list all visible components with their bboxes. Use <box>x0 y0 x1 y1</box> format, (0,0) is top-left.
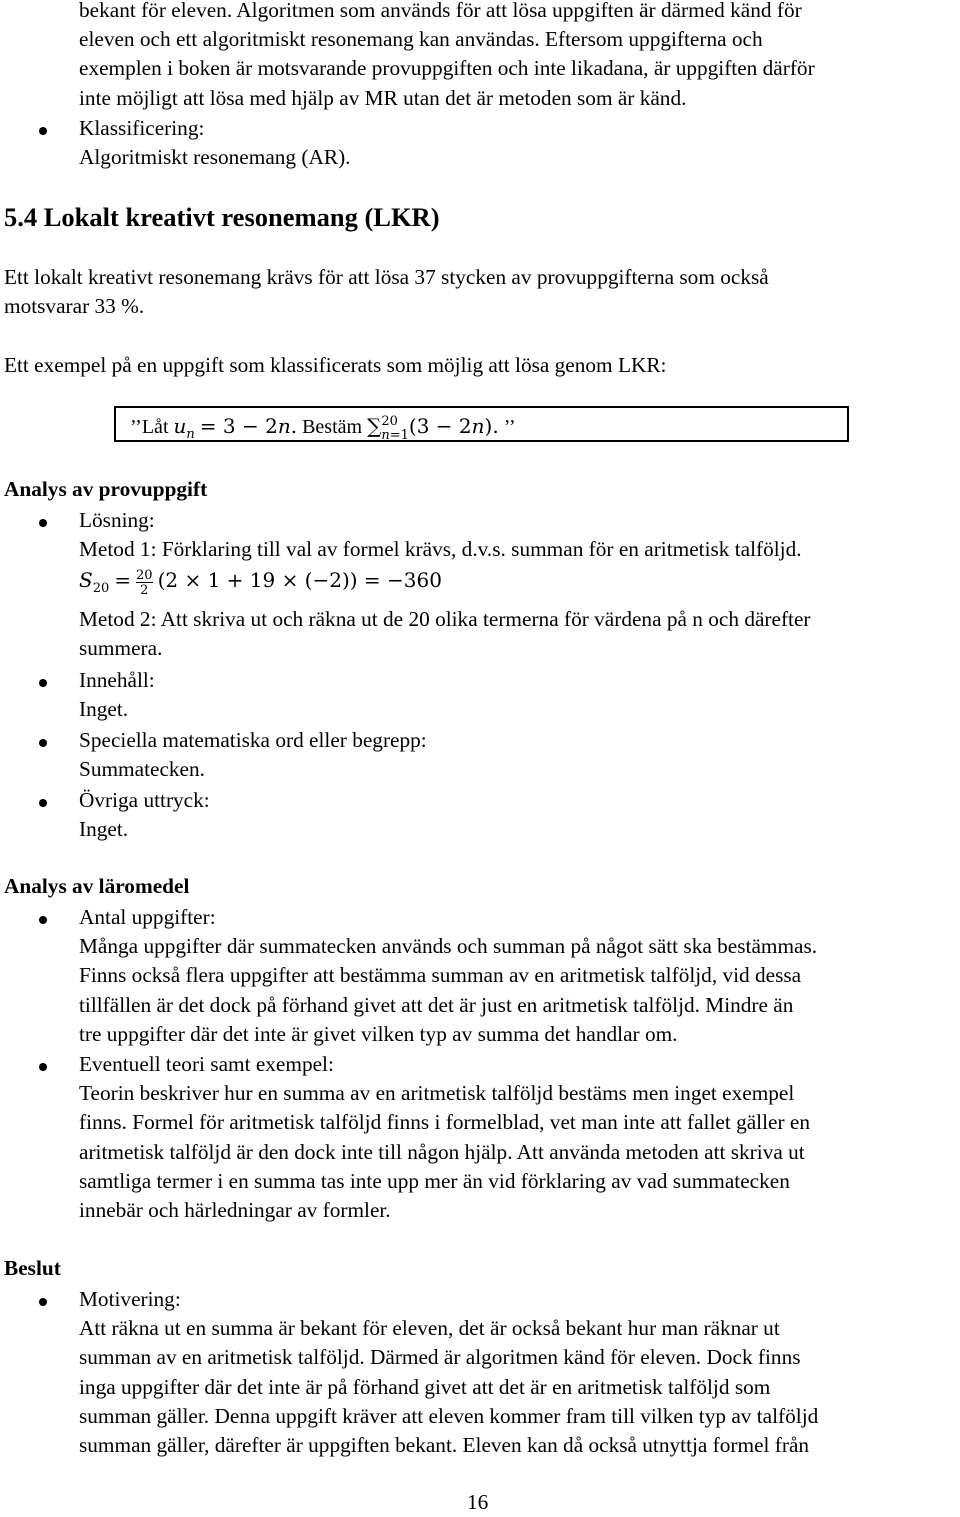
page-number: 16 <box>467 1490 489 1514</box>
task-formula: ’’Låt $u_n = 3 - 2n$. Bestäm ∑20 n=1(3 − 2n). ’’ <box>130 414 516 444</box>
bullet <box>39 739 47 747</box>
bullet <box>39 519 47 527</box>
bullet <box>39 1298 47 1306</box>
bullet <box>39 679 47 687</box>
decision-heading: Beslut <box>4 1256 61 1280</box>
analysis-task-heading: Analys av provuppgift <box>4 477 208 501</box>
bullet <box>39 1063 47 1071</box>
task-count-item: Antal uppgifter: Många uppgifter där summatecken används och summan på något sätt ska bestämmas. Finns också flera uppgifter att bestämma summan av en aritmetisk talföljd, vid dessa tillfällen är det dock på förhand givet att det är just en aritmetisk talföljd. Mindre än tre uppgifter där det inte är givet vilken typ av summa det handlar om. <box>79 905 818 1046</box>
solution-formula: $S_{20} = \frac{20}{2} (2 \times 1 + 19 \times (-2)) = -360$ <box>79 567 442 598</box>
section-paragraph: Ett lokalt kreativt resonemang krävs för att lösa 37 stycken av provuppgifterna som också motsvarar 33 %. <box>4 265 769 319</box>
bullet <box>39 799 47 807</box>
motivation-item: Motivering: Att räkna ut en summa är bekant för eleven, det är också bekant hur man räknar ut summan av en aritmetisk talföljd. Därmed är algoritmen känd för eleven. Dock finns inga uppgifter där det inte är på förhand givet att det är en aritmetisk talföljd som summan gäller. Denna uppgift kräver att eleven kommer fram till vilken typ av talföljd summan gäller, därefter är uppgiften bekant. Eleven kan då också utnyttja formel från <box>79 1287 819 1458</box>
analysis-material-heading: Analys av läromedel <box>4 874 190 898</box>
classification-item: Klassificering: Algoritmiskt resonemang (AR). <box>79 116 351 170</box>
method2-paragraph: Metod 2: Att skriva ut och räkna ut de 20 olika termerna för värdena på n och därefter summera. <box>79 607 811 661</box>
intro-paragraph: bekant för eleven. Algoritmen som används för att lösa uppgiften är därmed känd för eleven och ett algoritmiskt resonemang kan användas. Eftersom uppgifterna och exemplen i boken är motsvarande provuppgiften och inte likadana, är uppgiften därför inte möjligt att lösa med hjälp av MR utan det är metoden som är känd. <box>79 0 815 110</box>
example-intro: Ett exempel på en uppgift som klassificerats som möjlig att lösa genom LKR: <box>4 353 667 377</box>
sum-symbol: ∑ <box>367 414 382 438</box>
solution-item: Lösning: Metod 1: Förklaring till val av formel krävs, d.v.s. summan för en aritmetisk talföljd. <box>79 508 802 562</box>
content-item: Innehåll: Inget. <box>79 668 155 722</box>
bullet <box>39 916 47 924</box>
other-expressions-item: Övriga uttryck: Inget. <box>79 788 210 842</box>
special-words-item: Speciella matematiska ord eller begrepp: Summatecken. <box>79 728 427 782</box>
bullet <box>39 127 47 135</box>
theory-item: Eventuell teori samt exempel: Teorin beskriver hur en summa av en aritmetisk talföljd bestäms men inget exempel finns. Formel för aritmetisk talföljd finns i formelblad, vet man inte att fallet gäller en aritmetisk talföljd är den dock inte till någon hjälp. Att använda metoden att skriva ut samtliga termer i en summa tas inte upp mer än vid förklaring av vad summatecken innebär och härledningar av formler. <box>79 1052 810 1223</box>
section-heading: 5.4 Lokalt kreativt resonemang (LKR) <box>4 202 440 232</box>
